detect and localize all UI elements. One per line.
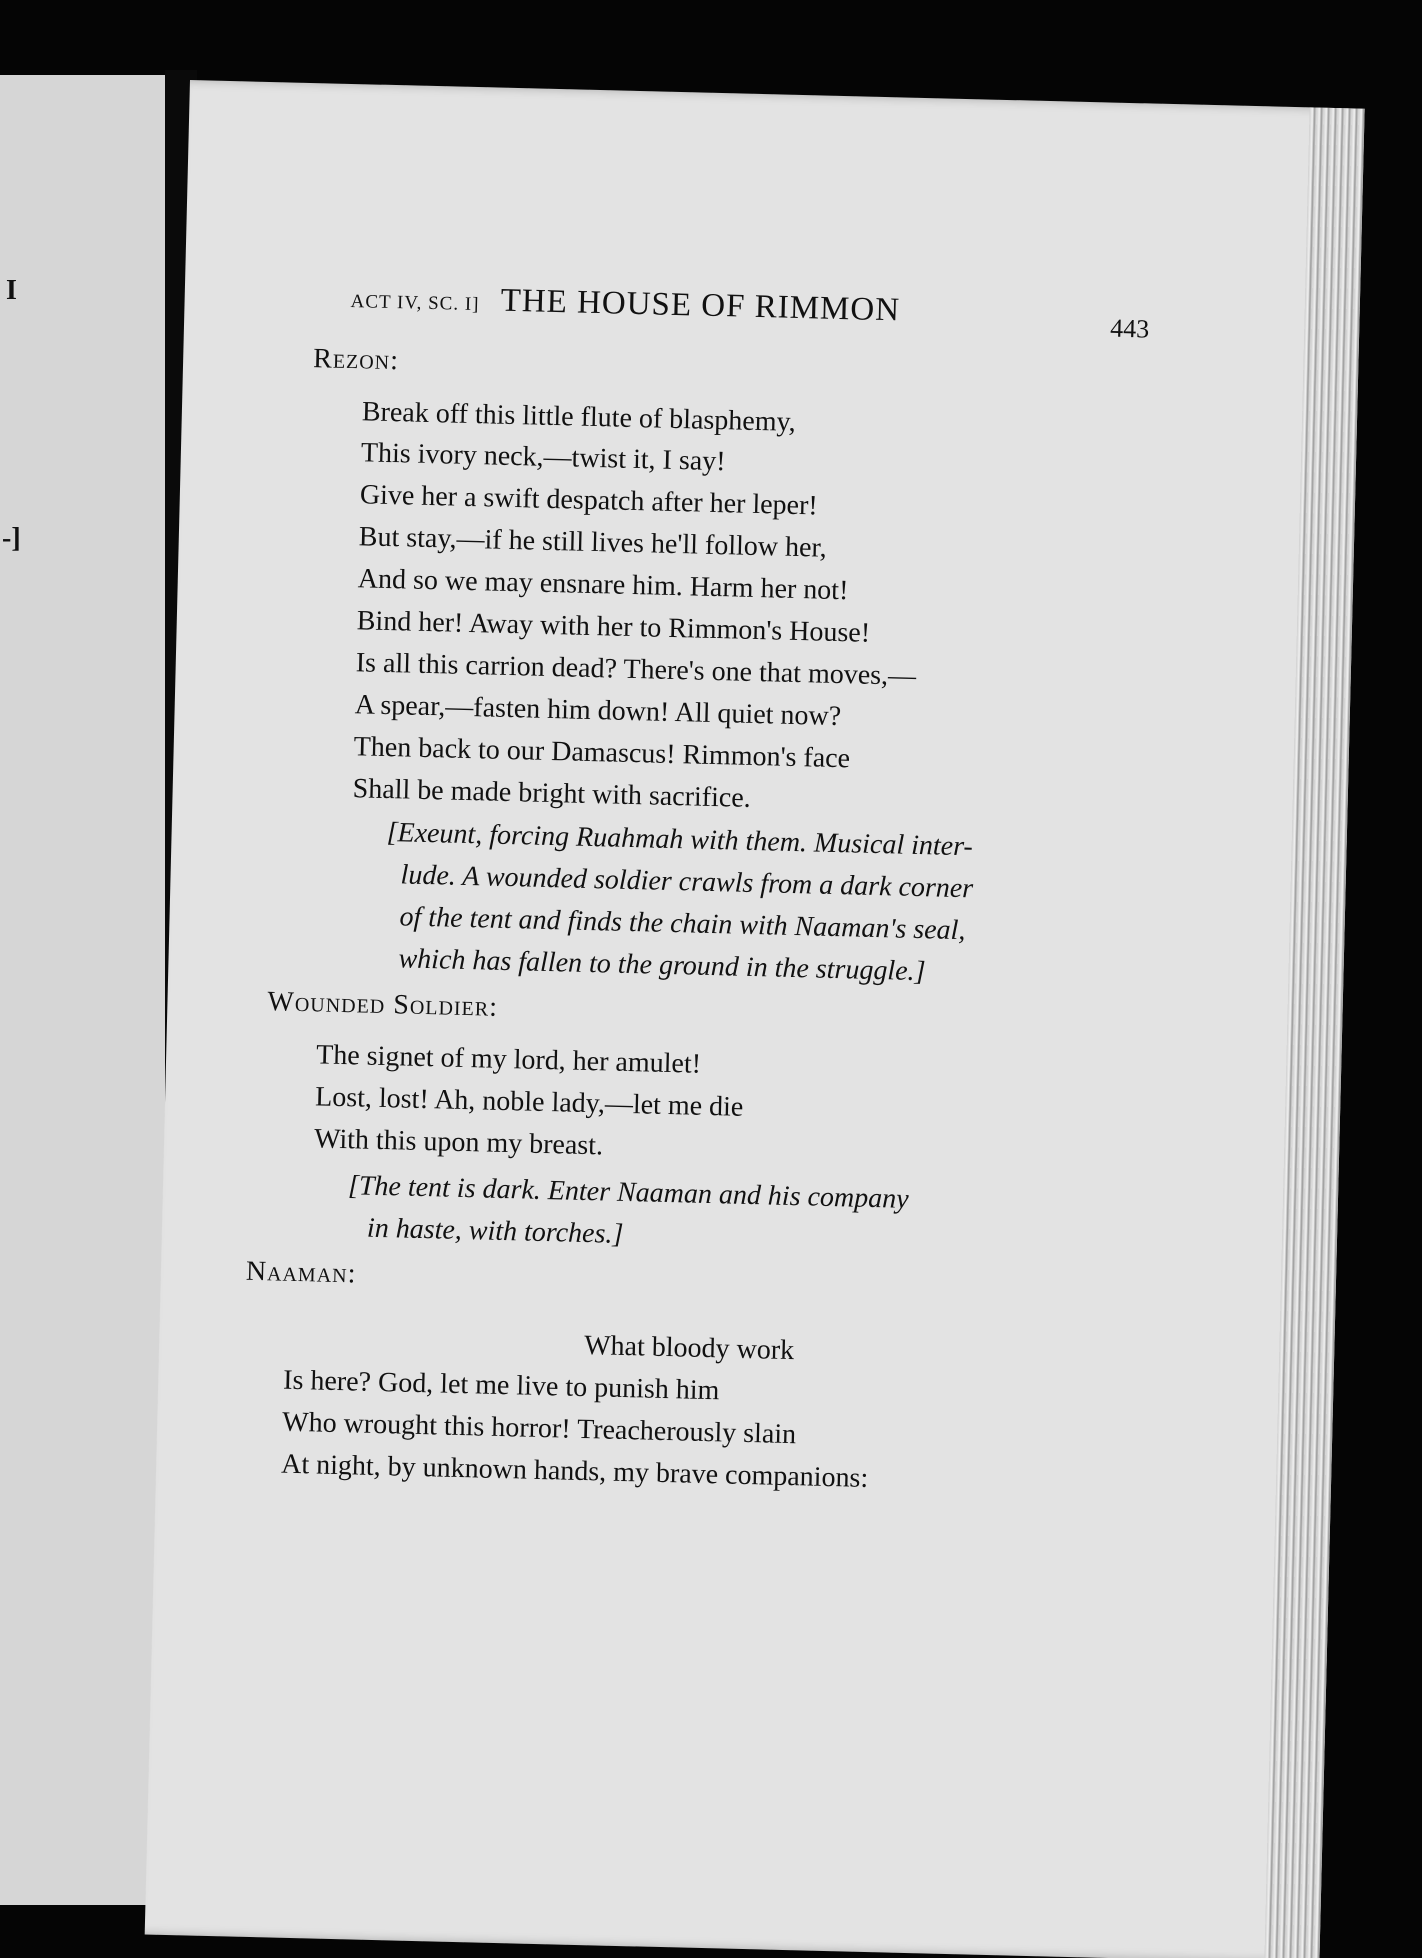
speaker-name: Rezon: bbox=[312, 343, 400, 377]
stage-direction: [The tent is dark. Enter Naaman and his company bbox=[347, 1170, 909, 1215]
verse-line: Bind her! Away with her to Rimmon's House! bbox=[356, 605, 871, 649]
verse-line: Who wrought this horror! Treacherously slain bbox=[281, 1406, 797, 1451]
speaker-name: Wounded Soldier: bbox=[267, 986, 499, 1023]
book-title: THE HOUSE OF RIMMON bbox=[500, 282, 901, 329]
verse-line: Is here? God, let me live to punish him bbox=[282, 1364, 720, 1407]
facing-page-edge bbox=[0, 75, 165, 1905]
verse-line: And so we may ensnare him. Harm her not! bbox=[357, 563, 849, 607]
facing-page-mark: -] bbox=[2, 523, 21, 554]
verse-line: This ivory neck,—twist it, I say! bbox=[360, 437, 726, 478]
verse-line: Shall be made bright with sacrifice. bbox=[352, 773, 752, 814]
running-head bbox=[350, 279, 1231, 344]
verse-line: What bloody work bbox=[583, 1330, 795, 1367]
stage-direction: in haste, with torches.] bbox=[366, 1212, 624, 1250]
verse-line: Then back to our Damascus! Rimmon's face bbox=[353, 731, 851, 775]
verse-line: Break off this little flute of blasphemy, bbox=[361, 396, 797, 438]
verse-line: But stay,—if he still lives he'll follow her, bbox=[358, 521, 828, 564]
stage-direction: lude. A wounded soldier crawls from a dark corner bbox=[400, 859, 974, 905]
speaker-name: Naaman: bbox=[245, 1255, 357, 1290]
book-page bbox=[145, 80, 1365, 1958]
verse-line: Give her a swift despatch after her leper! bbox=[359, 479, 819, 522]
page-edges bbox=[1264, 107, 1364, 1958]
stage-direction: which has fallen to the ground in the struggle.] bbox=[398, 943, 926, 988]
verse-line: Is all this carrion dead? There's one that moves,— bbox=[355, 647, 917, 692]
verse-line: At night, by unknown hands, my brave companions: bbox=[280, 1448, 869, 1494]
verse-line: The signet of my lord, her amulet! bbox=[315, 1039, 702, 1080]
stage-direction: of the tent and finds the chain with Naaman's seal, bbox=[399, 901, 966, 947]
stage-direction: [Exeunt, forcing Ruahmah with them. Musical inter- bbox=[386, 817, 974, 863]
verse-line: A spear,—fasten him down! All quiet now? bbox=[354, 689, 842, 733]
facing-page-mark: I bbox=[6, 275, 17, 306]
page-number: 443 bbox=[1109, 313, 1150, 344]
verse-line: With this upon my breast. bbox=[313, 1123, 604, 1162]
act-scene-label: ACT IV, SC. I] bbox=[350, 290, 480, 316]
verse-line: Lost, lost! Ah, noble lady,—let me die bbox=[314, 1081, 744, 1123]
